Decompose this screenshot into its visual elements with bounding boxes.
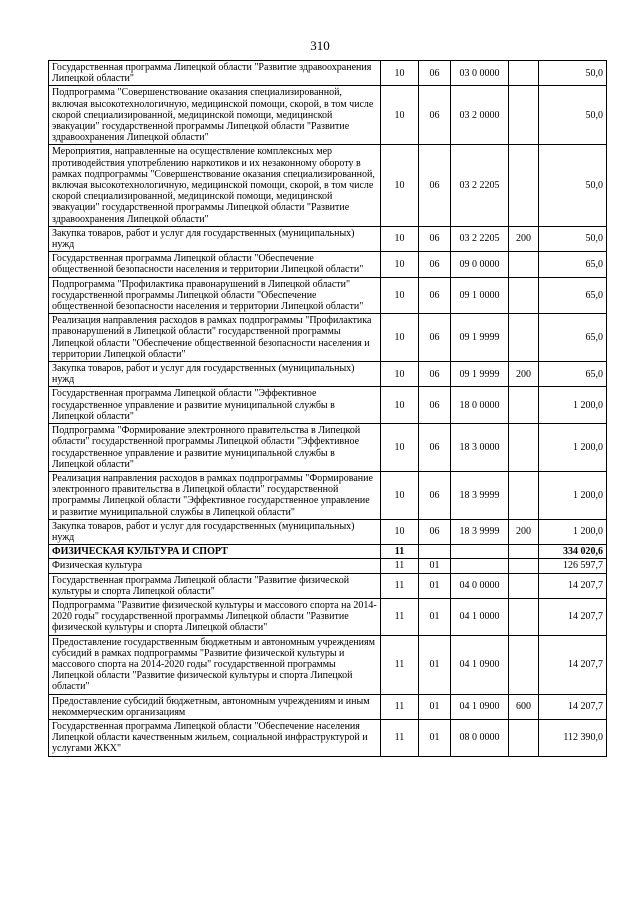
table-row	[49, 471, 607, 519]
target-article-code: 09 1 9999	[451, 362, 509, 387]
row-name: Физическая культура	[49, 559, 381, 573]
section-code: 10	[381, 387, 419, 424]
section-code: 10	[381, 362, 419, 387]
row-name: Реализация направления расходов в рамках подпрограммы "Профилактика правонарушений в Липецкой области" государственной программы Липецкой области "Обеспечение общественной безопасности населения и территории Липецкой области"	[49, 314, 381, 362]
subsection-code: 06	[419, 145, 451, 226]
table-row	[49, 61, 607, 86]
target-article-code: 18 3 0000	[451, 424, 509, 472]
section-code: 11	[381, 694, 419, 719]
section-code: 10	[381, 61, 419, 86]
row-name: Предоставление государственным бюджетным и автономным учреждениям субсидий в рамках подпрограммы "Развитие физической культуры и массового спорта на 2014-2020 годы" государственной программы Липецкой области "Развитие физической культуры и спорта Липецкой области"	[49, 635, 381, 694]
expense-type-code	[509, 387, 539, 424]
budget-table	[48, 60, 607, 757]
section-code: 10	[381, 314, 419, 362]
expense-type-code: 200	[509, 362, 539, 387]
target-article-code: 04 0 0000	[451, 573, 509, 598]
section-code: 11	[381, 573, 419, 598]
target-article-code: 09 1 0000	[451, 277, 509, 314]
row-name: Государственная программа Липецкой области "Развитие здравоохранения Липецкой области"	[49, 61, 381, 86]
target-article-code: 04 1 0900	[451, 694, 509, 719]
subsection-code: 01	[419, 598, 451, 635]
amount: 50,0	[539, 86, 607, 145]
amount: 126 597,7	[539, 559, 607, 573]
section-code: 11	[381, 545, 419, 559]
target-article-code: 09 0 0000	[451, 252, 509, 277]
table-row	[49, 545, 607, 559]
subsection-code: 01	[419, 694, 451, 719]
section-code: 11	[381, 559, 419, 573]
amount: 65,0	[539, 362, 607, 387]
section-code: 10	[381, 424, 419, 472]
section-code: 10	[381, 86, 419, 145]
table-row	[49, 252, 607, 277]
expense-type-code	[509, 145, 539, 226]
subsection-code	[419, 545, 451, 559]
expense-type-code	[509, 545, 539, 559]
expense-type-code: 200	[509, 226, 539, 251]
row-name: Государственная программа Липецкой области "Эффективное государственное управление и развитие муниципальной службы в Липецкой области"	[49, 387, 381, 424]
expense-type-code	[509, 252, 539, 277]
target-article-code: 03 2 0000	[451, 86, 509, 145]
row-name: Предоставление субсидий бюджетным, автономным учреждениям и иным некоммерческим организациям	[49, 694, 381, 719]
expense-type-code	[509, 598, 539, 635]
section-code: 10	[381, 277, 419, 314]
subsection-code: 01	[419, 719, 451, 756]
table-row	[49, 635, 607, 694]
expense-type-code	[509, 635, 539, 694]
expense-type-code	[509, 86, 539, 145]
section-code: 10	[381, 145, 419, 226]
target-article-code	[451, 559, 509, 573]
target-article-code: 08 0 0000	[451, 719, 509, 756]
row-name: Государственная программа Липецкой области "Развитие физической культуры и спорта Липецкой области"	[49, 573, 381, 598]
expense-type-code	[509, 559, 539, 573]
target-article-code: 03 2 2205	[451, 226, 509, 251]
expense-type-code	[509, 719, 539, 756]
row-name: Подпрограмма "Развитие физической культуры и массового спорта на 2014-2020 годы" государственной программы Липецкой области "Развитие физической культуры и спорта Липецкой области"	[49, 598, 381, 635]
amount: 65,0	[539, 252, 607, 277]
target-article-code: 03 0 0000	[451, 61, 509, 86]
table-row	[49, 277, 607, 314]
expense-type-code	[509, 471, 539, 519]
row-name: Закупка товаров, работ и услуг для государственных (муниципальных) нужд	[49, 226, 381, 251]
row-name: Государственная программа Липецкой области "Обеспечение населения Липецкой области качественным жильем, социальной инфраструктурой и услугами ЖКХ"	[49, 719, 381, 756]
amount: 112 390,0	[539, 719, 607, 756]
target-article-code: 18 3 9999	[451, 519, 509, 544]
subsection-code: 06	[419, 387, 451, 424]
table-row	[49, 598, 607, 635]
subsection-code: 06	[419, 314, 451, 362]
amount: 334 020,6	[539, 545, 607, 559]
section-code: 10	[381, 471, 419, 519]
expense-type-code	[509, 277, 539, 314]
table-row	[49, 719, 607, 756]
amount: 14 207,7	[539, 694, 607, 719]
subsection-code: 06	[419, 61, 451, 86]
row-name: Мероприятия, направленные на осуществление комплексных мер противодействия употреблению наркотиков и их незаконному обороту в рамках подпрограммы "Совершенствование оказания специализированной, включая высокотехнологичную, медицинской помощи, скорой, в том числе скорой специализированной, медицинской помощи, медицинской эвакуации" государственной программы Липецкой области "Развитие здравоохранения Липецкой области"	[49, 145, 381, 226]
section-code: 11	[381, 635, 419, 694]
subsection-code: 06	[419, 86, 451, 145]
target-article-code: 18 3 9999	[451, 471, 509, 519]
page-number: 310	[310, 38, 330, 53]
section-code: 11	[381, 719, 419, 756]
table-row	[49, 694, 607, 719]
amount: 14 207,7	[539, 598, 607, 635]
table-row	[49, 559, 607, 573]
table-row	[49, 314, 607, 362]
amount: 14 207,7	[539, 635, 607, 694]
expense-type-code	[509, 314, 539, 362]
target-article-code: 04 1 0900	[451, 635, 509, 694]
expense-type-code	[509, 61, 539, 86]
subsection-code: 01	[419, 635, 451, 694]
section-code: 10	[381, 252, 419, 277]
table-row	[49, 424, 607, 472]
row-name: Государственная программа Липецкой области "Обеспечение общественной безопасности населения и территории Липецкой области"	[49, 252, 381, 277]
expense-type-code	[509, 573, 539, 598]
amount: 50,0	[539, 226, 607, 251]
table-row	[49, 362, 607, 387]
row-name: Подпрограмма "Профилактика правонарушений в Липецкой области" государственной программы Липецкой области "Обеспечение общественной безопасности населения и территории Липецкой области"	[49, 277, 381, 314]
row-name: Реализация направления расходов в рамках подпрограммы "Формирование электронного правительства в Липецкой области" государственной программы Липецкой области "Эффективное государственное управление и развитие муниципальной службы в Липецкой области"	[49, 471, 381, 519]
subsection-code: 06	[419, 252, 451, 277]
table-row	[49, 226, 607, 251]
subsection-code: 01	[419, 573, 451, 598]
row-name: Закупка товаров, работ и услуг для государственных (муниципальных) нужд	[49, 362, 381, 387]
subsection-code: 06	[419, 277, 451, 314]
section-code: 10	[381, 519, 419, 544]
row-name: Подпрограмма "Совершенствование оказания специализированной, включая высокотехнологичную, медицинской помощи, скорой, в том числе скорой специализированной, медицинской помощи, медицинской эвакуации" государственной программы Липецкой области "Развитие здравоохранения Липецкой области"	[49, 86, 381, 145]
subsection-code: 01	[419, 559, 451, 573]
expense-type-code: 200	[509, 519, 539, 544]
target-article-code: 09 1 9999	[451, 314, 509, 362]
subsection-code: 06	[419, 471, 451, 519]
section-code: 11	[381, 598, 419, 635]
row-name: ФИЗИЧЕСКАЯ КУЛЬТУРА И СПОРТ	[49, 545, 381, 559]
target-article-code: 18 0 0000	[451, 387, 509, 424]
amount: 65,0	[539, 277, 607, 314]
table-row	[49, 387, 607, 424]
expense-type-code: 600	[509, 694, 539, 719]
amount: 1 200,0	[539, 471, 607, 519]
amount: 65,0	[539, 314, 607, 362]
amount: 50,0	[539, 145, 607, 226]
subsection-code: 06	[419, 226, 451, 251]
section-code: 10	[381, 226, 419, 251]
target-article-code	[451, 545, 509, 559]
table-row	[49, 573, 607, 598]
expense-type-code	[509, 424, 539, 472]
subsection-code: 06	[419, 424, 451, 472]
target-article-code: 03 2 2205	[451, 145, 509, 226]
amount: 50,0	[539, 61, 607, 86]
subsection-code: 06	[419, 362, 451, 387]
amount: 1 200,0	[539, 519, 607, 544]
table-row	[49, 86, 607, 145]
amount: 14 207,7	[539, 573, 607, 598]
table-row	[49, 145, 607, 226]
subsection-code: 06	[419, 519, 451, 544]
row-name: Подпрограмма "Формирование электронного правительства в Липецкой области" государственной программы Липецкой области "Эффективное государственное управление и развитие муниципальной службы в Липецкой области"	[49, 424, 381, 472]
target-article-code: 04 1 0000	[451, 598, 509, 635]
table-row	[49, 519, 607, 544]
row-name: Закупка товаров, работ и услуг для государственных (муниципальных) нужд	[49, 519, 381, 544]
amount: 1 200,0	[539, 387, 607, 424]
amount: 1 200,0	[539, 424, 607, 472]
